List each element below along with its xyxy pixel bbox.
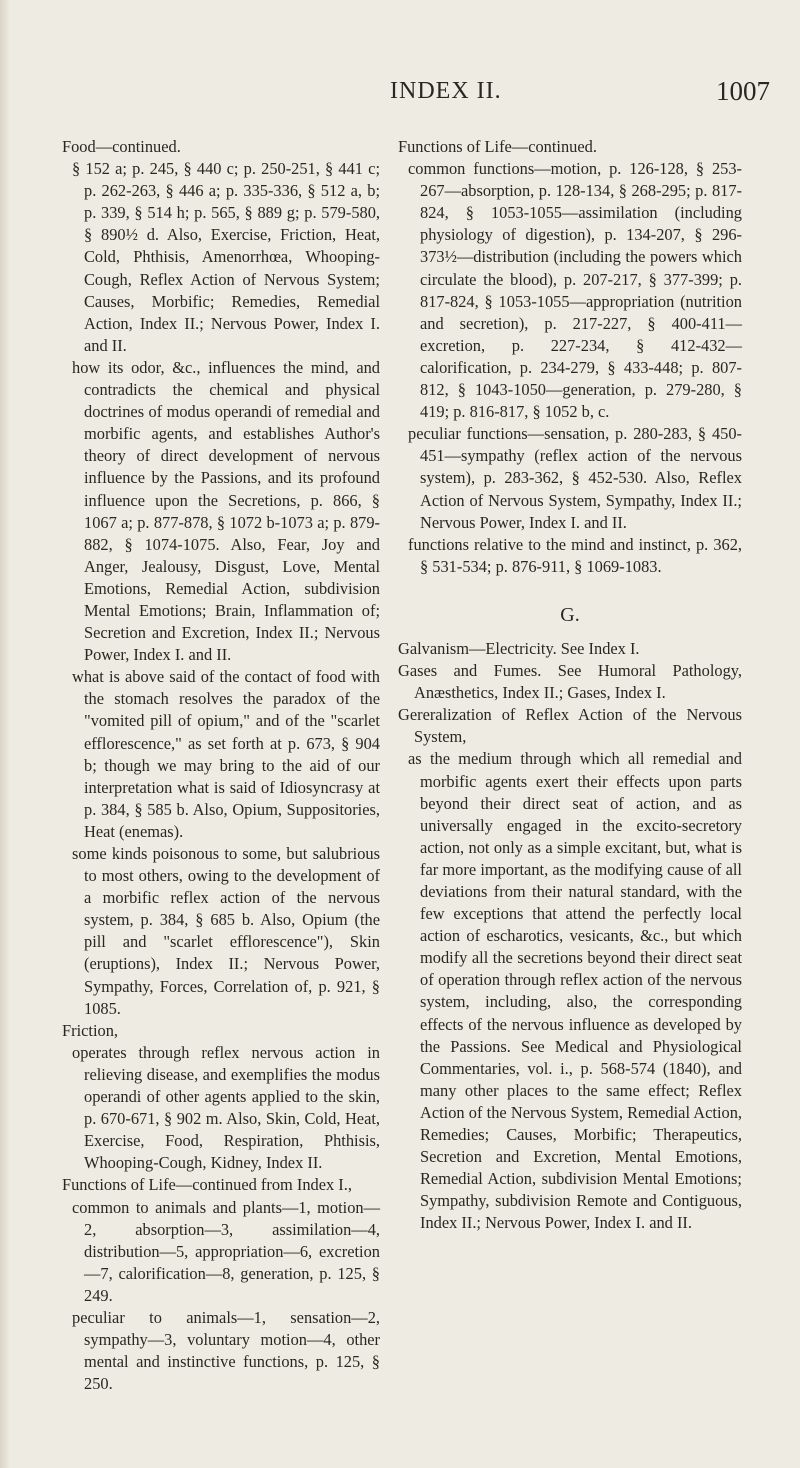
index-subentry: how its odor, &c., influences the mind, and contradicts the chemical and physical doctrines of modus operandi of remedial and morbific agents, and establishes Author's theory of direct development of nervous influence by the Passions, and its profound influence upon the Secretions, p. 866, § 1067 a; p. 877-878, § 1072 b-1073 a; p. 879-882, § 1074-1075. Also, Fear, Joy and Anger, Jealousy, Disgust, Love, Mental Emotions, Remedial Action, subdivision Mental Emotions; Brain, Inflammation of; Secretion and Excretion, Index II.; Nervous Power, Index I. and II. bbox=[72, 357, 380, 665]
index-subentry: common functions—motion, p. 126-128, § 253-267—absorption, p. 128-134, § 268-295; p. 817-824, § 1053-1055—assimilation (including physiology of digestion), p. 134-207, § 296-373½—distribution (including the powers which circulate the blood), p. 207-217, § 377-399; p. 817-824, § 1053-1055—appropriation (nutrition and secretion), p. 217-227, § 400-411—excretion, p. 227-234, § 412-432—calorification, p. 234-279, § 433-448; p. 807-812, § 1043-1050—generation, p. 279-280, § 419; p. 816-817, § 1052 b, c. bbox=[408, 159, 742, 422]
page-header bbox=[60, 78, 780, 118]
running-head: INDEX II. bbox=[390, 78, 502, 104]
index-subentry: peculiar functions—sensation, p. 280-283, § 450-451—sympathy (reflex action of the nervous system), p. 283-362, § 452-530. Also, Reflex Action of Nervous System, Sympathy, Index II.; Nervous Power, Index I. and II. bbox=[408, 424, 742, 532]
index-entry-heading: Food—continued. bbox=[62, 137, 181, 156]
index-subentry: as the medium through which all remedial and morbific agents exert their effects upon parts beyond their direct seat of action, and as universally engaged in the excito-secretory action, not only as a simple excitant, but, what is far more important, as the modifying cause of all deviations from their natural standard, with the few exceptions that attend the perfectly local action of escharotics, vesicants, &c., but which modify all the secretions beyond their direct seat of operation through reflex action of the nervous system, including, also, the corresponding effects of the nervous influence as developed by the Passions. See Medical and Physiological Commentaries, vol. i., p. 568-574 (1840), and many other places to the same effect; Reflex Action of the Nervous System, Remedial Action, Remedies; Causes, Morbific; Therapeutics, Secretion and Excretion, Mental Emotions, Remedial Action, subdivision Mental Emotions; Sympathy, subdivision Remote and Contiguous, Index II.; Nervous Power, Index I. and II. bbox=[408, 749, 742, 1233]
index-entry-heading: Friction, bbox=[62, 1020, 118, 1040]
index-subentry: some kinds poisonous to some, but salubrious to most others, owing to the development of a morbific reflex action of the nervous system, p. 384, § 685 b. Also, Opium (the pill and "scarlet efflorescence"), Skin (eruptions), Index II.; Nervous Power, Sympathy, Forces, Correlation of, p. 921, § 1085. bbox=[72, 844, 380, 1018]
index-subentry: operates through reflex nervous action in relieving disease, and exemplifies the modus operandi of other agents applied to the skin, p. 670-671, § 902 m. Also, Skin, Cold, Heat, Exercise, Food, Respiration, Phthisis, Whooping-Cough, Kidney, Index II. bbox=[72, 1042, 380, 1173]
left-column bbox=[62, 136, 380, 1395]
page-number: 1007 bbox=[716, 76, 770, 106]
index-subentry: peculiar to animals—1, sensation—2, sympathy—3, voluntary motion—4, other mental and instinctive functions, p. 125, § 250. bbox=[72, 1307, 380, 1394]
index-subentry: functions relative to the mind and instinct, p. 362, § 531-534; p. 876-911, § 1069-1083. bbox=[408, 534, 742, 576]
right-column bbox=[398, 136, 742, 1235]
index-subentry: § 152 a; p. 245, § 440 c; p. 250-251, § 441 c; p. 262-263, § 446 a; p. 335-336, § 512 a, b; p. 339, § 514 h; p. 565, § 889 g; p. 579-580, § 890½ d. Also, Exercise, Friction, Heat, Cold, Phthisis, Amenorrhœa, Whooping-Cough, Reflex Action of Nervous System; Causes, Morbific; Remedies, Remedial Action, Index II.; Nervous Power, Index I. and II. bbox=[72, 159, 380, 355]
index-entry-heading: Gereralization of Reflex Action of the Nervous System, bbox=[398, 705, 742, 747]
index-entry-heading: Galvanism—Electricity. See Index I. bbox=[398, 638, 640, 658]
page-edge bbox=[0, 0, 10, 1468]
section-letter: G. bbox=[560, 603, 580, 626]
index-subentry: common to animals and plants—1, motion—2, absorption—3, assimilation—4, distribution—5, appropriation—6, excretion—7, calorification—8, generation, p. 125, § 249. bbox=[72, 1197, 380, 1305]
index-entry-heading: Functions of Life—continued. bbox=[398, 137, 597, 156]
index-entry-heading: Gases and Fumes. See Humoral Pathology, Anæsthetics, Index II.; Gases, Index I. bbox=[398, 661, 742, 703]
index-entry-heading: Functions of Life—continued from Index I., bbox=[62, 1175, 352, 1195]
index-subentry: what is above said of the contact of food with the stomach resolves the paradox of the "vomited pill of opium," and of the "scarlet efflorescence," as set forth at p. 673, § 904 b; though we may bring to the aid of our interpretation what is said of Idiosyncrasy at p. 384, § 585 b. Also, Opium, Suppositories, Heat (enemas). bbox=[72, 667, 380, 841]
